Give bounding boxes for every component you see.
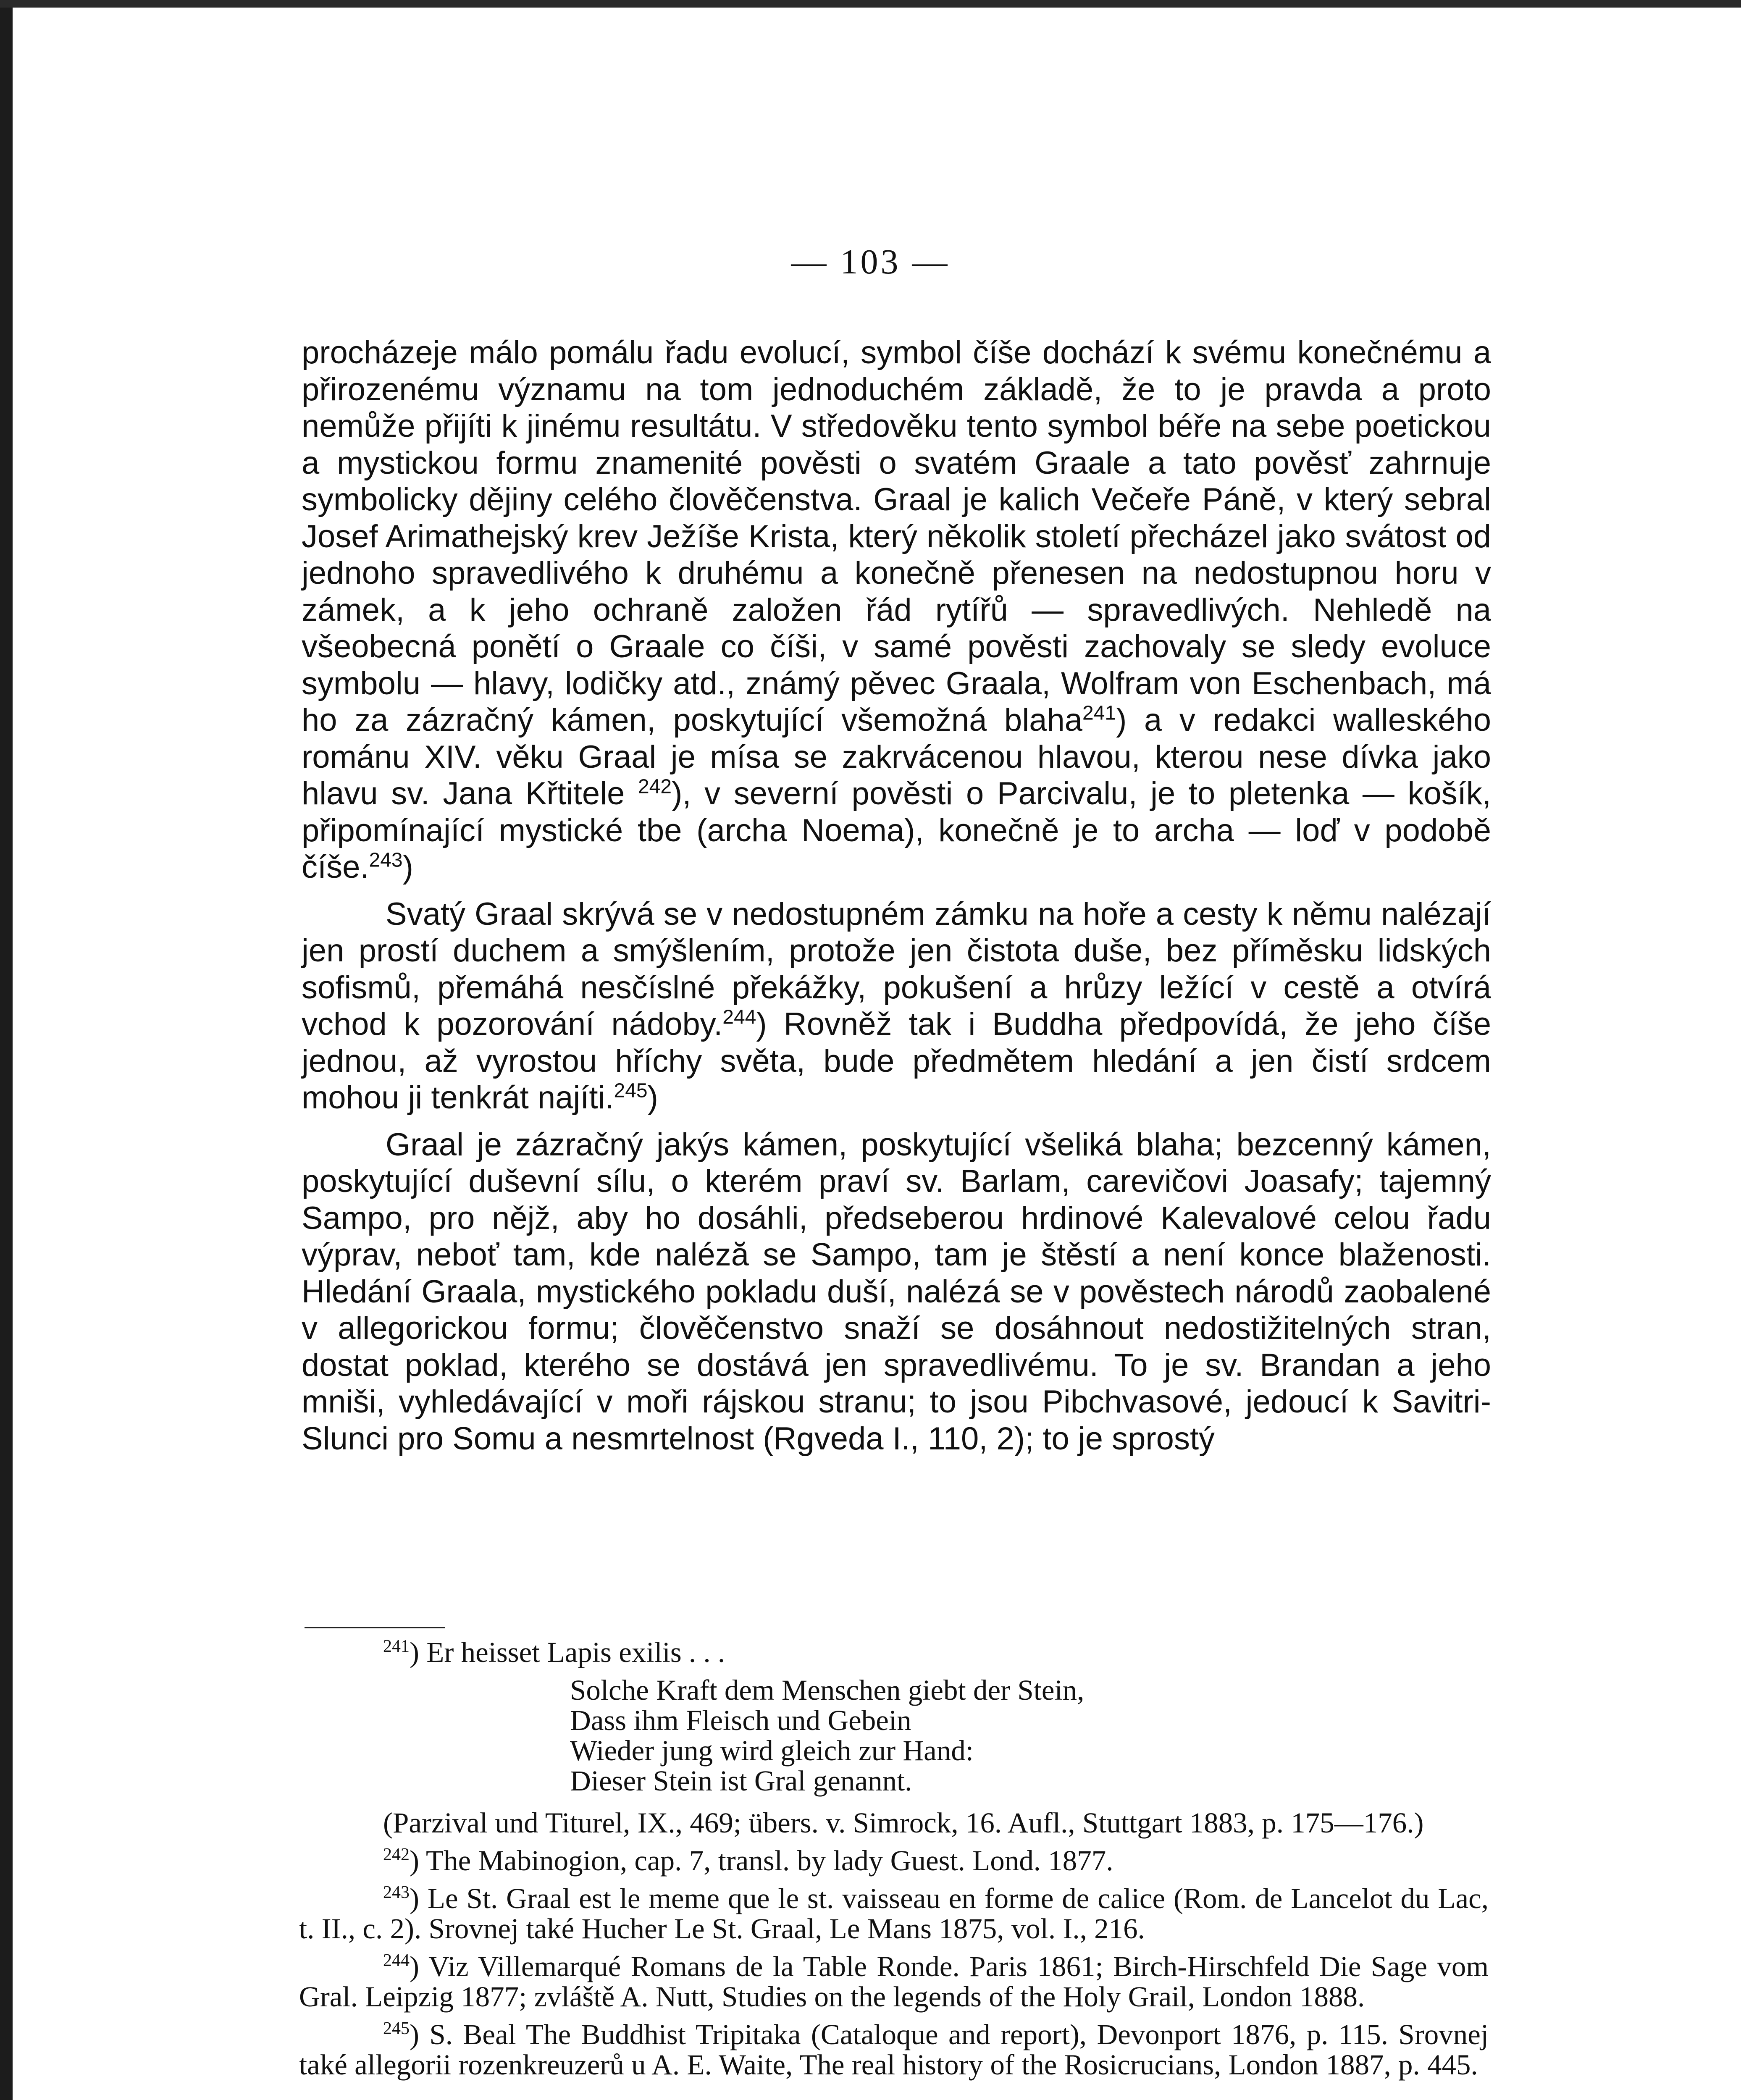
footnote-242 (299, 1845, 1489, 1876)
footnote-verse (570, 1675, 1489, 1796)
footnote-text: ) S. Beal The Buddhist Tripitaka (Cataloque and report), Devonport 1876, p. 115. Srovnej také allegorii rozenkreuzerů u A. E. Waite, The real history of the Rosicrucians, London 1887, p. 445. (299, 2019, 1489, 2081)
verse-line: Dass ihm Fleisch und Gebein (570, 1704, 911, 1736)
paragraph-1-text-a: procházeje málo pomálu řadu evolucí, symbol číše dochází k svému konečnému a přirozenému významu na tom jednoduchém základě, že to je pravda a proto nemůže přijíti k jinému resultátu. V středověku tento symbol béře na sebe poetickou a mystickou formu znamenité pověsti o svatém Graale a tato pověsť zahrnuje symbolicky dějiny celého člověčenstva. Graal je kalich Večeře Páně, v který sebral Josef Arimathejský krev Ježíše Krista, který několik století přecházel jako svátost od jednoho spravedlivého k druhému a konečně přenesen na nedostupnou horu v zámek, a k jeho ochraně založen řád rytířů — spravedlivých. Nehledě na všeobecná ponětí o Graale co číši, v samé pověsti zachovaly se sledy evoluce symbolu — hlavy, lodičky atd., známý pěvec Graala, Wolfram von Eschenbach, má ho za zázračný kámen, poskytující všemožná blaha (302, 335, 1491, 738)
paragraph-1-text-c: ), v severní pověsti o Parcivalu, je to pletenka — košík, připomínající mystické tbe (archa Noema), konečně je to archa — loď v podobě číše. (302, 776, 1491, 885)
paragraph-2-text-a: Svatý Graal skrývá se v nedostupném zámku na hoře a cesty k němu nalézají jen prostí duchem a smýšlením, protože jen čistota duše, bez příměsku lidských sofismů, přemáhá nesčíslné překážky, pokušení a hrůzy ležící v cestě a otvírá vchod k pozorování nádoby. (302, 896, 1491, 1042)
footnote-241-citation: (Parzival und Titurel, IX., 469; übers. v. Simrock, 16. Aufl., Stuttgart 1883, p. 175—176.) (383, 1807, 1424, 1839)
footnote-ref-245: 245 (614, 1079, 648, 1102)
footnote-text: ) The Mabinogion, cap. 7, transl. by lady Guest. Lond. 1877. (410, 1845, 1113, 1877)
footnote-text: ) Viz Villemarqué Romans de la Table Ronde. Paris 1861; Birch-Hirschfeld Die Sage vom Gral. Leipzig 1877; zvláště A. Nutt, Studies on the legends of the Holy Grail, London 1888. (299, 1950, 1489, 2013)
footnote-text: ) Le St. Graal est le meme que le st. vaisseau en forme de calice (Rom. de Lancelot du Lac, t. II., c. 2). Srovnej také Hucher Le St. Graal, Le Mans 1875, vol. I., 216. (299, 1882, 1489, 1945)
verse-line: Solche Kraft dem Menschen giebt der Stein, (570, 1674, 1085, 1706)
verse-line: Wieder jung wird gleich zur Hand: (570, 1735, 974, 1767)
footnote-245 (299, 2019, 1489, 2080)
footnote-ref-241: 241 (1082, 702, 1116, 724)
footnote-marker: 242 (383, 1845, 410, 1864)
main-text (302, 334, 1491, 1457)
footnote-marker: 241 (383, 1637, 410, 1656)
footnote-separator (305, 1627, 445, 1628)
paragraph-3: Graal je zázračný jakýs kámen, poskytující všeliká blaha; bezcenný kámen, poskytující duševní sílu, o kterém praví sv. Barlam, carevičovi Joasafy; tajemný Sampo, pro nějž, aby ho dosáhli, předseberou hrdinové Kalevalové celou řadu výprav, neboť tam, kde naléză se Sampo, tam je štěstí a není konce blaženosti. Hledání Graala, mystického pokladu duší, nalézá se v pověstech národů zaobalené v allegorickou formu; člověčenstvo snaží se dosáhnout nedostižitelných stran, dostat poklad, kterého se dostává jen spravedlivému. To je sv. Brandan a jeho mniši, vyhledávající v moři rájskou stranu; to jsou Pibchvasové, jedoucí k Savitri-Slunci pro Somu a nesmrtelnost (Rgveda I., 110, 2); to je sprostý (302, 1126, 1491, 1457)
footnote-marker: 245 (383, 2019, 410, 2038)
footnote-ref-243: 243 (369, 849, 403, 872)
paragraph-1-text-d: ) (402, 849, 413, 885)
footnote-241 (299, 1637, 1489, 1667)
paragraph-1-text-b: ) a v redakci walleského románu XIV. věku Graal je mísa se zakrvácenou hlavou, kterou nese dívka jako hlavu sv. Jana Křtitele (302, 702, 1492, 811)
footnotes (299, 1637, 1489, 2087)
footnote-ref-244: 244 (722, 1006, 756, 1029)
paragraph-1 (302, 334, 1491, 886)
footnote-marker: 244 (383, 1951, 410, 1970)
paragraph-2-text-b: ) Rovněž tak i Buddha předpovídá, že jeho číše jednou, až vyrostou hříchy světa, bude předmětem hledání a jen čistí srdcem mohou ji tenkrát najíti. (302, 1006, 1491, 1116)
verse-line: Dieser Stein ist Gral genannt. (570, 1765, 912, 1797)
paragraph-2 (302, 896, 1491, 1116)
footnote-text: ) Er heisset Lapis exilis . . . (410, 1636, 725, 1668)
footnote-244 (299, 1951, 1489, 2012)
footnote-marker: 243 (383, 1883, 410, 1902)
scan-edge-left (0, 0, 13, 2100)
page-number: — 103 — (791, 242, 950, 281)
scan-edge-top (0, 0, 1741, 8)
footnote-243 (299, 1883, 1489, 1944)
footnote-ref-242: 242 (638, 775, 672, 798)
paragraph-2-text-c: ) (647, 1080, 658, 1116)
